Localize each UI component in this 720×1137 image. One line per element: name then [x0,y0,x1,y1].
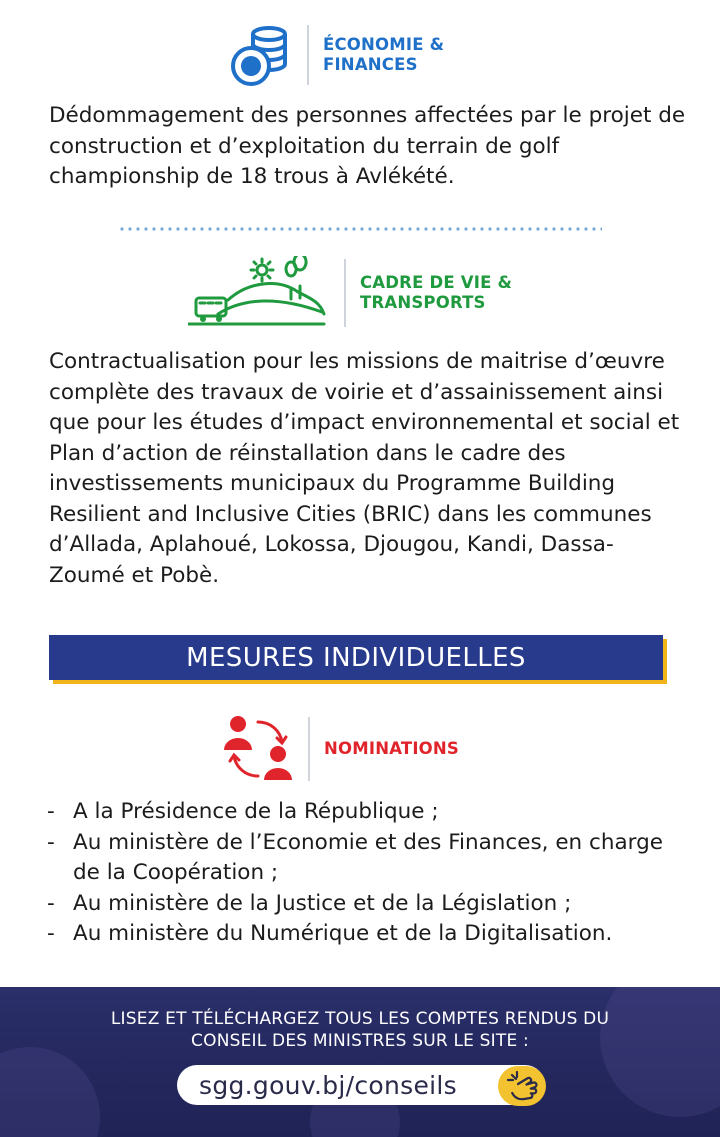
cadre-text: Contractualisation pour les missions de maitrise d’œuvre complète des travaux de voirie et d’assainissement ainsi que pour les études d’impact environnemental et social et Plan d’action de réinstallation dans le cadre des investissements municipaux du Programme Building Resilient and Inclusive Cities (BRIC) dans les communes d’Allada, Aplahoué, Lokossa, Djougou, Kandi, Dassa-Zoumé et Pobè. [49,349,680,588]
landscape-bus-icon [188,256,328,330]
list-item: - Au ministère de l’Economie et des Finances, en charge de la Coopération ; [47,829,663,885]
footer-line1: LISEZ ET TÉLÉCHARGEZ TOUS LES COMPTES RENDUS DU [110,1009,610,1029]
economie-title [323,35,444,75]
list-item-text: A la Présidence de la République ; [73,799,439,824]
footer-text [0,1008,720,1052]
cadre-title [360,273,512,313]
list-item: - Au ministère du Numérique et de la Digitalisation. [47,921,613,946]
footer-line2: CONSEIL DES MINISTRES SUR LE SITE : [191,1031,529,1051]
economie-text: Dédommagement des personnes affectées par le projet de construction et d’exploitation du terrain de golf championship de 18 trous à Avlékété. [49,103,686,189]
coins-stack-icon [229,24,291,86]
cadre-title-line1: CADRE DE VIE & [360,273,513,292]
nominations-header [222,714,459,784]
banner-label: MESURES INDIVIDUELLES [186,642,526,673]
hand-click-icon[interactable] [498,1066,546,1106]
site-url[interactable]: sgg.gouv.bj/conseils [199,1070,457,1100]
mesures-individuelles-banner [49,635,663,680]
list-item: - A la Présidence de la République ; [47,799,439,824]
people-exchange-icon [222,714,294,784]
list-item-text: Au ministère de l’Economie et des Finances, en charge de la Coopération ; [73,829,663,885]
cadre-title-line2: TRANSPORTS [360,293,486,312]
cadre-header [188,256,512,330]
economie-title-line2: FINANCES [323,55,418,74]
economie-title-line1: ÉCONOMIE & [323,35,445,54]
list-item-text: Au ministère de la Justice et de la Législation ; [73,890,572,916]
list-item: - Au ministère de la Justice et de la Législation ; [47,890,572,916]
nominations-list [47,797,687,950]
nominations-title: NOMINATIONS [324,739,460,758]
dotted-separator [118,226,602,232]
site-link[interactable] [177,1065,545,1105]
list-item-text: Au ministère du Numérique et de la Digitalisation. [73,921,613,946]
economie-header [229,24,444,86]
